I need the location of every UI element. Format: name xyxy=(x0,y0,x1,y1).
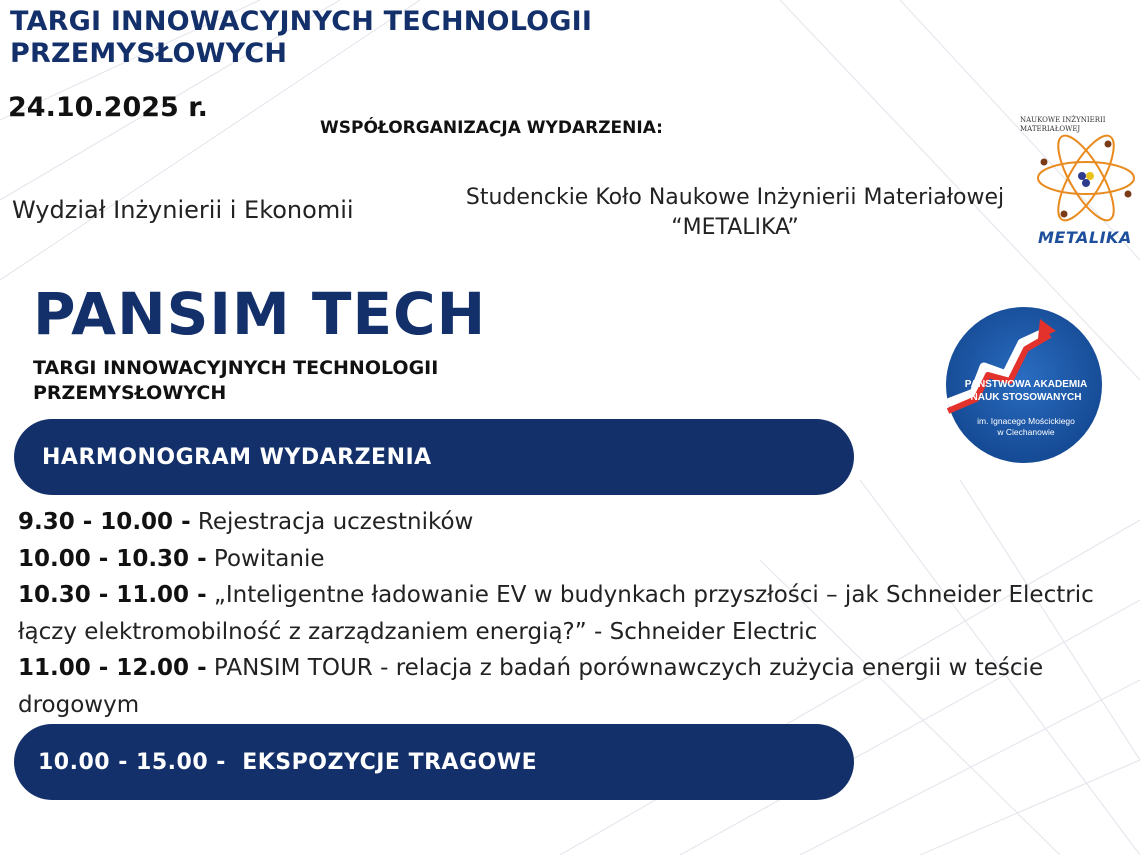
schedule-item-text: PANSIM TOUR - relacja z badań porównawczych zużycia energii w teście drogowym xyxy=(18,655,1044,718)
header-title xyxy=(10,6,592,70)
schedule-item-text: Rejestracja uczestników xyxy=(190,509,474,535)
header-title-line1: TARGI INNOWACYJNYCH TECHNOLOGII xyxy=(10,6,593,37)
exhibitions-banner-label: 10.00 - 15.00 - EKSPOZYCJE TRAGOWE xyxy=(38,749,538,775)
schedule-list xyxy=(18,504,1128,723)
schedule-item-time: 9.30 - 10.00 - xyxy=(18,509,191,535)
event-subtitle xyxy=(33,356,438,406)
university-logo-line1: PAŃSTWOWA AKADEMIA xyxy=(964,379,1088,390)
schedule-item xyxy=(18,541,1128,578)
event-name: PANSIM TECH xyxy=(33,280,487,348)
event-subtitle-line1: TARGI INNOWACYJNYCH TECHNOLOGII xyxy=(33,357,439,379)
schedule-item-text: „Inteligentne ładowanie EV w budynkach przyszłości – jak Schneider Electric łączy elektromobilność z zarządzaniem energią?” - Schneider Electric xyxy=(18,582,1094,645)
schedule-item-text: Powitanie xyxy=(206,545,325,572)
schedule-header-banner xyxy=(14,419,854,495)
event-subtitle-line2: PRZEMYSŁOWYCH xyxy=(33,382,227,404)
schedule-header-label: HARMONOGRAM WYDARZENIA xyxy=(42,444,432,470)
university-logo-line2: NAUK STOSOWANYCH xyxy=(970,392,1082,403)
schedule-item-time: 10.00 - 10.30 - xyxy=(18,545,207,572)
header-title-line2: PRZEMYSŁOWYCH xyxy=(10,38,288,69)
coorganization-label: WSPÓŁORGANIZACJA WYDARZENIA: xyxy=(320,118,663,138)
schedule-item xyxy=(18,504,1128,541)
schedule-item xyxy=(18,650,1078,723)
schedule-item xyxy=(18,577,1113,650)
university-logo xyxy=(944,305,1104,465)
university-logo-line3: im. Ignacego Mościckiego xyxy=(977,416,1075,426)
schedule-item-time: 11.00 - 12.00 - xyxy=(18,655,207,681)
university-emblem-icon xyxy=(944,305,1104,465)
university-logo-line4: w Ciechanowie xyxy=(997,427,1055,437)
student-club-line2: “METALIKA” xyxy=(671,215,799,240)
atom-icon xyxy=(1034,132,1138,224)
schedule-item-time: 10.30 - 11.00 - xyxy=(18,582,207,608)
event-date: 24.10.2025 r. xyxy=(8,92,208,123)
metalika-logo xyxy=(1020,116,1138,250)
faculty-name: Wydział Inżynierii i Ekonomii xyxy=(12,196,354,224)
metalika-logo-name: METALIKA xyxy=(1038,228,1132,247)
exhibitions-banner xyxy=(14,724,854,800)
student-club-line1: Studenckie Koło Naukowe Inżynierii Materiałowej xyxy=(465,185,1005,210)
student-club-name xyxy=(420,183,1050,243)
metalika-caption-line1: NAUKOWE INŻYNIERII xyxy=(1020,116,1106,124)
metalika-caption-line2: MATERIAŁOWEJ xyxy=(1020,125,1081,133)
